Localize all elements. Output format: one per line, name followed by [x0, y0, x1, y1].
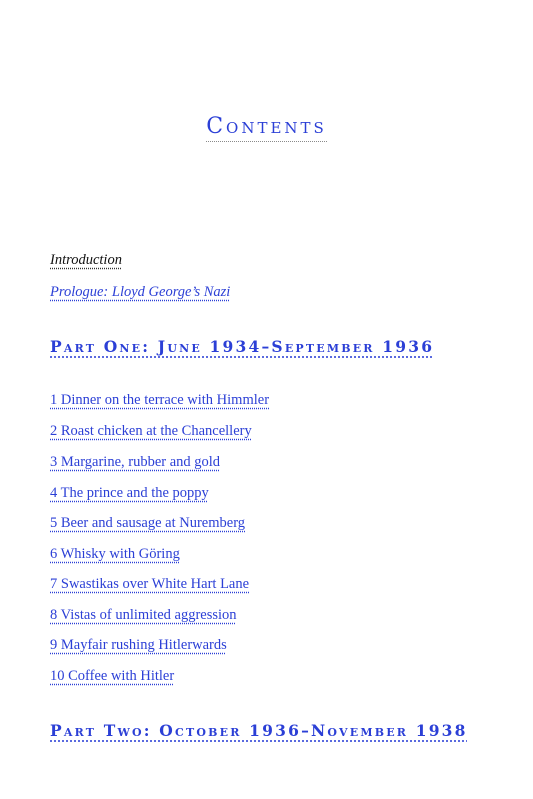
toc-link-chapter-1[interactable]: 1 Dinner on the terrace with Himmler [50, 392, 270, 408]
page-title [0, 114, 533, 139]
toc-link-prologue[interactable]: Prologue: Lloyd George’s Nazi [50, 284, 231, 300]
toc-link-introduction[interactable]: Introduction [50, 252, 122, 268]
toc-link-chapter-8[interactable]: 8 Vistas of unlimited aggression [50, 607, 237, 623]
toc-link-chapter-4[interactable]: 4 The prince and the poppy [50, 485, 209, 501]
toc-link-chapter-5[interactable]: 5 Beer and sausage at Nuremberg [50, 515, 246, 531]
toc-link-chapter-9[interactable]: 9 Mayfair rushing Hitlerwards [50, 637, 227, 653]
toc-link-part-one[interactable]: Part One: June 1934–September 1936 [50, 337, 435, 356]
toc-link-part-two[interactable]: Part Two: October 1936–November 1938 [50, 721, 468, 740]
toc-link-chapter-6[interactable]: 6 Whisky with Göring [50, 546, 180, 562]
page-title-text: Contents [206, 114, 327, 142]
toc-link-chapter-7[interactable]: 7 Swastikas over White Hart Lane [50, 576, 250, 592]
toc-link-chapter-3[interactable]: 3 Margarine, rubber and gold [50, 454, 221, 470]
toc-link-chapter-2[interactable]: 2 Roast chicken at the Chancellery [50, 423, 252, 439]
toc-link-chapter-10[interactable]: 10 Coffee with Hitler [50, 668, 175, 684]
